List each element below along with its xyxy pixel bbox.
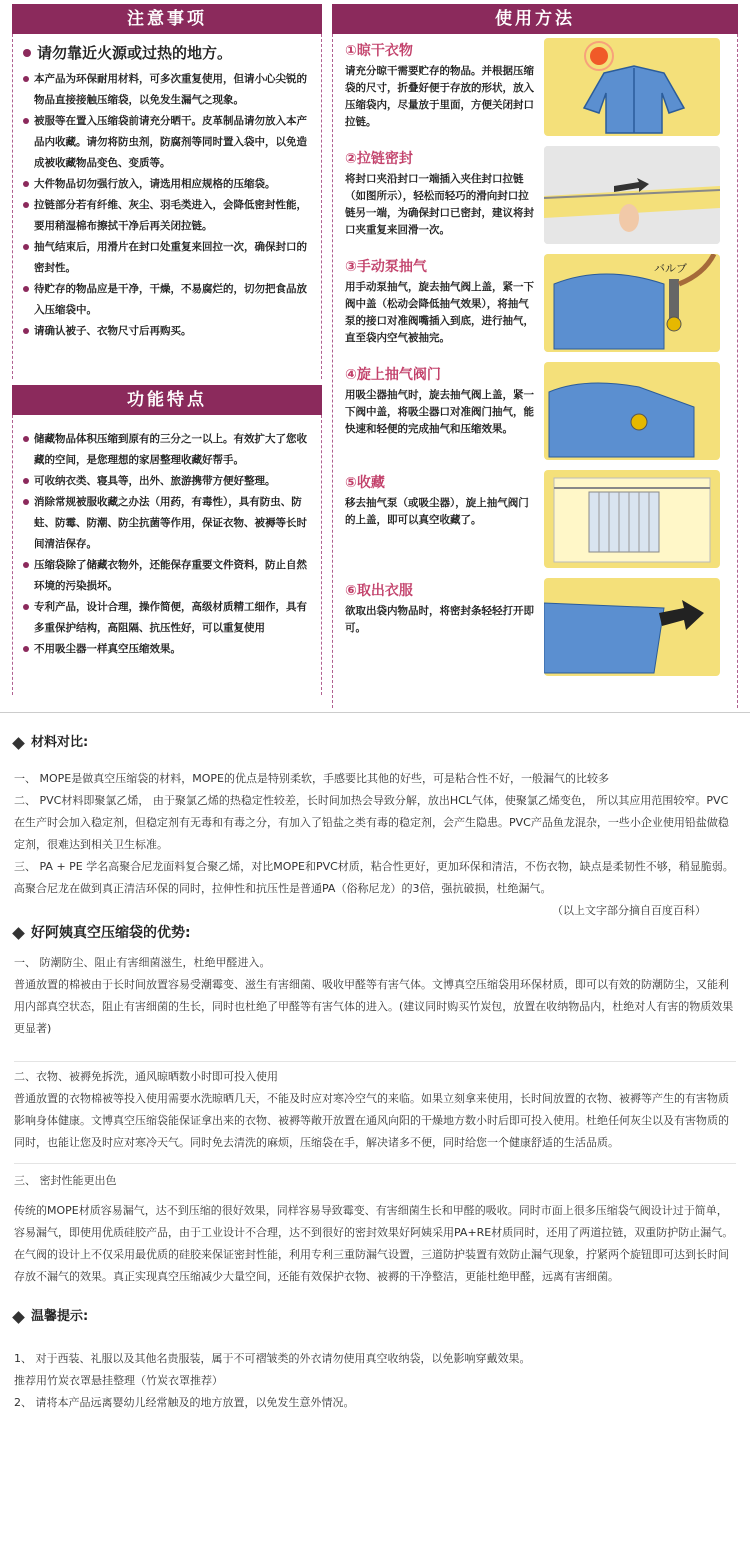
diamond-icon (12, 737, 25, 750)
materials-item: 二、 PVC材料即聚氯乙烯， 由于聚氯乙烯的热稳定性较差，长时间加热会导致分解，放出HCL气体，使聚氯乙烯变色， 所以其应用范围较窄。PVC在生产时会加入稳定剂，但稳定剂有无毒和有毒之分，有加入了铅盐之类有毒的稳定剂，会产生隐患。PVC产品鱼龙混杂，一些小企业使用铅盐做稳定剂，很难达到相关卫生标准。 (14, 794, 729, 851)
bullet-icon (23, 76, 29, 82)
bullet-icon (23, 49, 31, 57)
notice-item: 大件物品切勿强行放入，请选用相应规格的压缩袋。 (23, 174, 311, 195)
features-box (12, 415, 322, 695)
usage-step (333, 250, 737, 358)
feature-item: 不用吸尘器一样真空压缩效果。 (23, 639, 311, 660)
step-title: ②拉链密封 (345, 151, 413, 167)
usage-steps (332, 34, 738, 708)
advantage-text: 普通放置的棉被由于长时间放置容易受潮霉变、滋生有害细菌、吸收甲醛等有害气体。文博真空压缩袋用环保材质，即可以有效的防潮防尘，又能利用内部真空状态，阻止有害细菌的生长，同时也杜绝了甲醛等有害气体的进入。(建议同时购买竹炭包，放置在收纳物品内，杜绝对人有害的物质效果更显著) (14, 978, 734, 1035)
usage-step (333, 358, 737, 466)
remove-clothes-illustration (544, 578, 720, 676)
bullet-icon (23, 118, 29, 124)
notice-item: 本产品为环保耐用材料，可多次重复使用，但请小心尖锐的物品直接接触压缩袋，以免发生漏气之现象。 (23, 69, 311, 111)
article-body (14, 728, 736, 1414)
advantage-text: 传统的MOPE材质容易漏气，达不到压缩的很好效果，同样容易导致霉变、有害细菌生长和甲醛的吸收。同时市面上很多压缩袋气阀设计过于简单，容易漏气，即使用优质硅胶产品，由于工业设计不合理，达不到很好的密封效果好阿姨采用PA+RE材质同时，还用了两道拉链，双重防护防止漏气。在气阀的设计上不仅采用最优质的硅胶来保证密封性能，利用专利三重防漏气设置，三道防护装置有效防止漏气现象，拧紧两个旋钮即可达到长时间存放不漏气的效果。真正实现真空压缩减少大量空间，还能有效保护衣物、被褥的干净整洁，更能杜绝甲醛，远离有害细菌。 (14, 1204, 734, 1283)
step-title: ⑥取出衣服 (345, 583, 413, 599)
tips-heading: 温馨提示: (14, 1306, 736, 1328)
step-desc: 欲取出袋内物品时，将密封条轻轻打开即可。 (345, 605, 534, 634)
step-desc: 移去抽气泵（或吸尘器），旋上抽气阀门的上盖，即可以真空收藏了。 (345, 497, 529, 526)
bullet-icon (23, 562, 29, 568)
step-title: ③手动泵抽气 (345, 259, 427, 275)
step-title: ①晾干衣物 (345, 43, 413, 59)
usage-step (333, 466, 737, 574)
valve-cap-illustration (544, 362, 720, 460)
advantage-title: 一、 防潮防尘、阻止有害细菌滋生，杜绝甲醛进入。 (14, 956, 271, 969)
step-desc: 用吸尘器抽气时，旋去抽气阀上盖，紧一下阀中盖，将吸尘器口对准阀门抽气，能快速和轻便的完成抽气和压缩效果。 (345, 389, 534, 435)
source-note: （以上文字部分摘自百度百科） (552, 904, 706, 917)
hand-pump-illustration (544, 254, 720, 352)
feature-item: 储藏物品体积压缩到原有的三分之一以上。有效扩大了您收藏的空间，是您理想的家居整理收藏好帮手。 (23, 429, 311, 471)
usage-step (333, 574, 737, 682)
feature-item: 专利产品，设计合理，操作简便，高级材质精工细作，具有多重保护结构，高阻隔、抗压性好，可以重复使用 (23, 597, 311, 639)
bullet-icon (23, 499, 29, 505)
bullet-icon (23, 328, 29, 334)
usage-step (333, 142, 737, 250)
notice-item: 拉链部分若有纤维、灰尘、羽毛类进入，会降低密封性能，要用稍湿棉布擦拭干净后再关闭拉链。 (23, 195, 311, 237)
bullet-icon (23, 244, 29, 250)
step-desc: 请充分晾干需要贮存的物品。并根据压缩袋的尺寸，折叠好便于存放的形状，放入压缩袋内，尽量放于里面，方便关闭封口拉链。 (345, 65, 534, 128)
jacket-drying-illustration (544, 38, 720, 136)
notice-headline: 请勿靠近火源或过热的地方。 (23, 42, 311, 63)
notice-box (12, 34, 322, 379)
usage-step (333, 34, 737, 142)
zipper-seal-illustration (544, 146, 720, 244)
features-title: 功能特点 (12, 385, 322, 415)
right-column (332, 4, 738, 708)
step-title: ⑤收藏 (345, 475, 385, 491)
advantages-heading: 好阿姨真空压缩袋的优势: (14, 922, 736, 944)
step-desc: 用手动泵抽气，旋去抽气阀上盖，紧一下阀中盖（松动会降低抽气效果），将抽气泵的接口对准阀嘴插入到底，进行抽气，直至袋内空气被抽完。 (345, 281, 534, 344)
tip-recommendation: 推荐用竹炭衣罩悬挂整理（竹炭衣罩推荐） (14, 1374, 223, 1387)
instruction-panel (0, 0, 750, 712)
advantage-title: 三、 密封性能更出色 (14, 1174, 117, 1187)
step-title: ④旋上抽气阀门 (345, 367, 441, 383)
materials-item: 一、 MOPE是做真空压缩袋的材料，MOPE的优点是特别柔软，手感要比其他的好些，可是粘合性不好，一般漏气的比较多 (14, 772, 609, 785)
notice-item: 被服等在置入压缩袋前请充分晒干。皮革制品请勿放入本产品内收藏。请勿将防虫剂，防腐剂等同时置入袋中，以免造成被收藏物品变色、变质等。 (23, 111, 311, 174)
advantage-text: 普通放置的衣物棉被等投入使用需要水洗晾晒几天，不能及时应对寒冷空气的来临。如果立刻拿来使用，长时间放置的衣物、被褥等产生的有害物质影响身体健康。文博真空压缩袋能保证拿出来的衣物、被褥等敞开放置在通风向阳的干燥地方数小时后即可投入使用。杜绝任何灰尘以及有害物质的同时，也能让您及时应对寒冷天气。同时免去清洗的麻烦，压缩袋在手，解决诸多不便，同时给您一个健康舒适的生活品质。 (14, 1092, 729, 1149)
tip-item: 2、 请将本产品远离婴幼儿经常触及的地方放置，以免发生意外情况。 (14, 1396, 355, 1409)
bullet-icon (23, 202, 29, 208)
diamond-icon (12, 1311, 25, 1324)
notice-item: 请确认被子、衣物尺寸后再购买。 (23, 321, 311, 342)
tip-item: 1、 对于西装、礼服以及其他名贵服装，属于不可褶皱类的外衣请勿使用真空收纳袋，以免影响穿戴效果。 (14, 1352, 531, 1365)
materials-item: 三、 PA + PE 学名高聚合尼龙面料复合聚乙烯，对比MOPE和PVC材质，粘合性更好，更加环保和清洁，不伤衣物，缺点是柔韧性不够，稍显脆弱。高聚合尼龙在做到真正清洁环保的同时，拉伸性和抗压性是普通PA（俗称尼龙）的3倍，强抗破损，杜绝漏气。 (14, 860, 734, 895)
diamond-icon (12, 927, 25, 940)
section-divider (0, 712, 750, 713)
bullet-icon (23, 604, 29, 610)
left-column (12, 4, 322, 695)
bullet-icon (23, 646, 29, 652)
notice-title: 注意事项 (12, 4, 322, 34)
materials-heading: 材料对比: (14, 732, 736, 754)
feature-item: 可收纳衣类、寝具等，出外、旅游携带方便好整理。 (23, 471, 311, 492)
bullet-icon (23, 478, 29, 484)
closet-storage-illustration (544, 470, 720, 568)
step-desc: 将封口夹沿封口一端插入夹住封口拉链（如图所示），轻松而轻巧的滑向封口拉链另一端，为确保封口已密封，建议将封口夹重复来回滑一次。 (345, 173, 534, 236)
feature-item: 消除常规被服收藏之办法（用药，有毒性），具有防虫、防蛀、防霉、防潮、防尘抗菌等作用，保证衣物、被褥等长时间清洁保存。 (23, 492, 311, 555)
advantage-title: 二、衣物、被褥免拆洗，通风晾晒数小时即可投入使用 (14, 1070, 278, 1083)
notice-item: 抽气结束后，用滑片在封口处重复来回拉一次，确保封口的密封性。 (23, 237, 311, 279)
bullet-icon (23, 436, 29, 442)
bullet-icon (23, 286, 29, 292)
feature-item: 压缩袋除了储藏衣物外，还能保存重要文件资料，防止自然环境的污染损坏。 (23, 555, 311, 597)
usage-title: 使用方法 (332, 4, 738, 34)
valve-label: バルブ (654, 262, 687, 275)
bullet-icon (23, 181, 29, 187)
notice-item: 待贮存的物品应是干净，干燥，不易腐烂的，切勿把食品放入压缩袋中。 (23, 279, 311, 321)
